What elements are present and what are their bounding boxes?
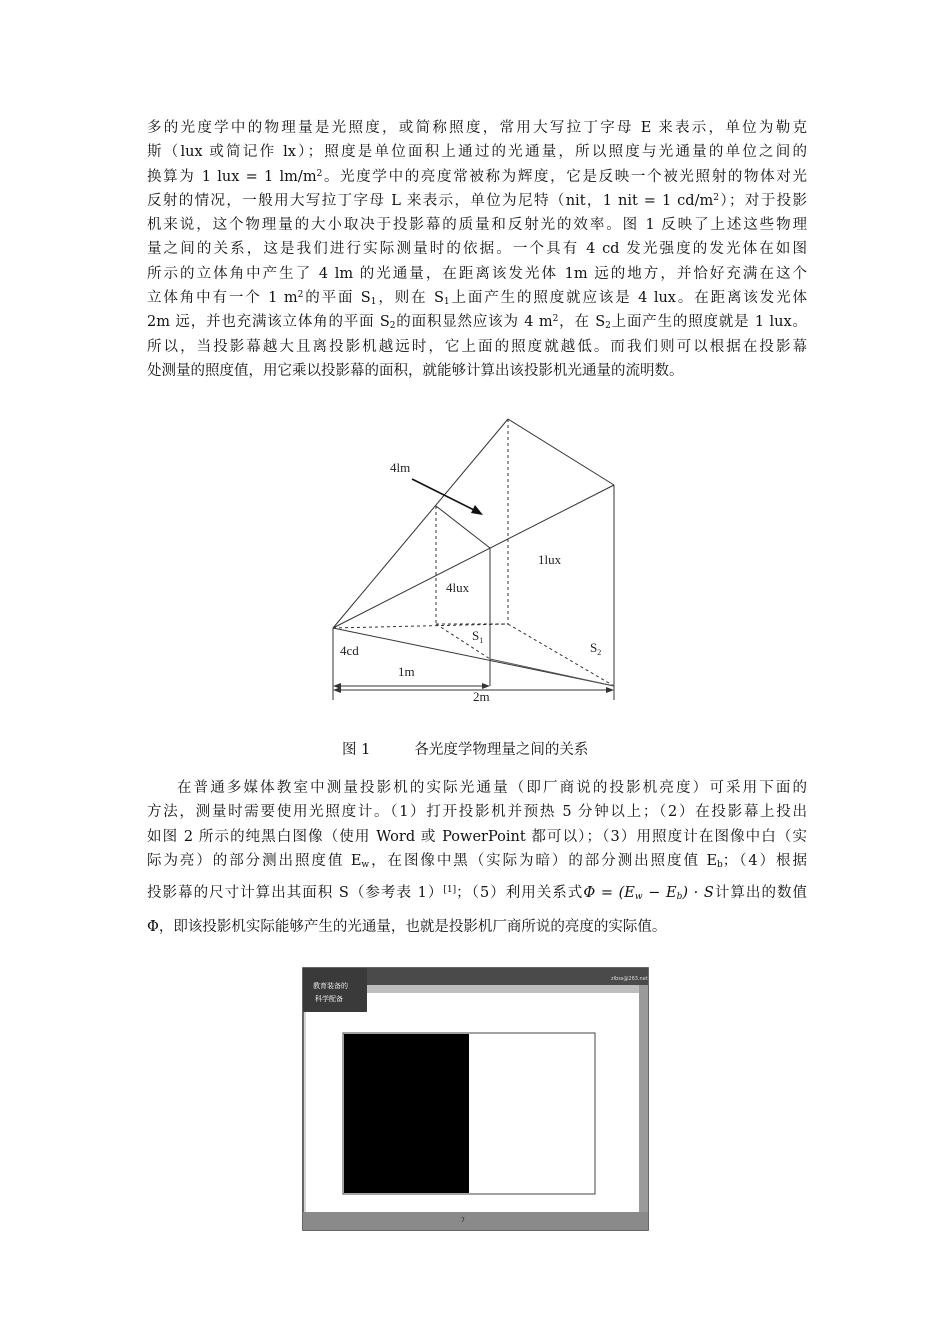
text-line: 际为亮）的部分测出照度值 $E_w$，在图像中黑（实际为暗）的部分测出照度值 $E_b$；（4）根据 bbox=[147, 852, 807, 870]
label-4lm: 4lm bbox=[390, 460, 411, 475]
email-text: zlbss@263.net bbox=[611, 976, 648, 982]
text-line: 多的光度学中的物理量是光照度，或简称照度，常用大写拉丁字母 E 来表示，单位为勒克 bbox=[147, 120, 807, 136]
label-4cd: 4cd bbox=[340, 643, 359, 658]
text-line: 投影幕的尺寸计算出其面积 S（参考表 1）[1]；（5）利用关系式$\Phi = (E_w - E_b) \cdot S$计算出的数值 bbox=[147, 885, 808, 903]
label-s1: $S_1$ bbox=[472, 628, 484, 645]
paragraph-2 bbox=[147, 776, 807, 940]
text-line: 机来说，这个物理量的大小取决于投影幕的质量和反射光的效率。图 1 反映了上述这些物理 bbox=[147, 217, 807, 234]
label-s2: $S_2$ bbox=[590, 640, 602, 657]
text-line: 反射的情况，一般用大写拉丁字母 L 来表示，单位为尼特（nit，1 nit = 1 $cd/m^2$）；对于投影 bbox=[147, 192, 808, 209]
figure-1-caption: 图 1 各光度学物理量之间的关系 bbox=[342, 742, 589, 758]
text-line: Φ，即该投影机实际能够产生的光通量，也就是投影机厂商所说的亮度的实际值。 bbox=[147, 919, 667, 936]
label-2m: 2m bbox=[473, 689, 490, 704]
text-line: 所示的立体角中产生了 4 lm 的光通量，在距离该发光体 1m 远的地方，并恰好充满在这个 bbox=[147, 265, 807, 282]
text-line: 2m 远，并也充满该立体角的平面 $S_2$的面积显然应该为 4 $m^2$，在 $S_2$上面产生的照度就是 1 lux。 bbox=[147, 314, 807, 332]
text-line: 量之间的关系，这是我们进行实际测量时的依据。一个具有 4 cd 发光强度的发光体在如图 bbox=[147, 241, 807, 258]
logo-line-2: 科学配备 bbox=[315, 995, 343, 1003]
label-1m: 1m bbox=[398, 664, 415, 679]
black-region bbox=[344, 1034, 469, 1193]
page-number: 7 bbox=[461, 1217, 465, 1224]
test-screen-figure bbox=[303, 968, 648, 1230]
text-line: 处测量的照度值，用它乘以投影幕的面积，就能够计算出该投影机光通量的流明数。 bbox=[147, 362, 684, 379]
text-line: 所以，当投影幕越大且离投影机越远时，它上面的照度就越低。而我们则可以根据在投影幕 bbox=[147, 338, 807, 355]
text-line: 方法，测量时需要使用光照度计。（1）打开投影机并预热 5 分钟以上；（2）在投影幕上投出 bbox=[147, 804, 807, 821]
logo-line-1: 教育装备的 bbox=[313, 982, 348, 990]
text-line: 如图 2 所示的纯黑白图像（使用 Word 或 PowerPoint 都可以）；（3）用照度计在图像中白（实 bbox=[147, 828, 807, 845]
text-line: 斯（lux 或简记作 lx）；照度是单位面积上通过的光通量，所以照度与光通量的单位之间的 bbox=[147, 144, 807, 161]
label-1lux: 1lux bbox=[538, 552, 562, 567]
text-line: 换算为 1 lux = 1 $lm/m^2$。光度学中的亮度常被称为辉度，它是反映一个被光照射的物体对光 bbox=[147, 168, 807, 185]
logo-block bbox=[303, 968, 367, 1012]
text-line: 在普通多媒体教室中测量投影机的实际光通量（即厂商说的投影机亮度）可采用下面的 bbox=[177, 780, 807, 796]
label-4lux: 4lux bbox=[446, 580, 470, 595]
text-line: 立体角中有一个 1 $m^2$的平面 $S_1$，则在 $S_1$上面产生的照度就应该是 4 lux。在距离该发光体 bbox=[147, 290, 807, 308]
flux-formula: $\Phi = (E_w - E_b) \cdot S$ bbox=[583, 885, 714, 903]
